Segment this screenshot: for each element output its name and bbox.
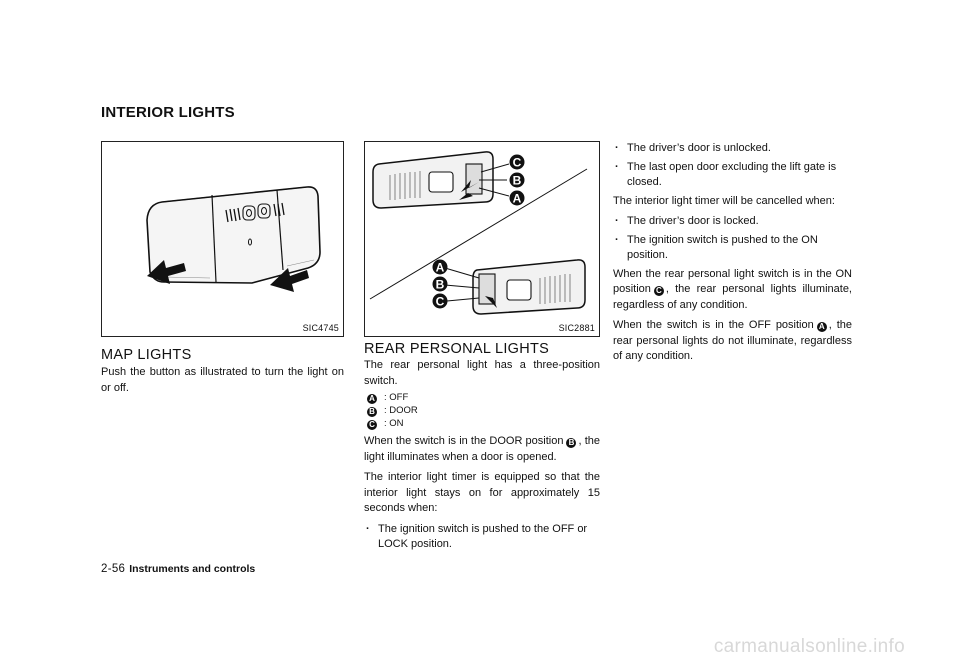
label-b-top: B bbox=[512, 173, 522, 188]
on-text-pre: When the rear personal light switch is in the ON position bbox=[613, 267, 852, 295]
map-lights-figure bbox=[101, 141, 344, 337]
symbol-a: A bbox=[817, 322, 827, 332]
map-lights-illustration bbox=[102, 142, 343, 322]
door-text-pre: When the switch is in the DOOR position bbox=[364, 435, 564, 447]
figure-code: SIC2881 bbox=[558, 323, 595, 333]
symbol-a: A bbox=[367, 394, 377, 404]
off-text-post: , the rear personal lights do not illuminate, regardless of any condition. bbox=[613, 319, 853, 362]
watermark: carmanualsonline.info bbox=[713, 636, 905, 657]
symbol-c: C bbox=[367, 420, 377, 430]
legend-text: : DOOR bbox=[384, 404, 418, 416]
switch-legend bbox=[364, 391, 600, 430]
bullet-item: . The ignition switch is pushed to the OFF or LOCK position. bbox=[364, 522, 600, 553]
rear-lights-heading: REAR PERSONAL LIGHTS bbox=[364, 341, 550, 357]
on-text-post: , the rear personal lights illuminate, regardless of any condition. bbox=[613, 283, 852, 311]
rear-lights-text bbox=[364, 358, 600, 556]
rear-lights-intro: The rear personal light has a three-position switch. bbox=[364, 359, 600, 387]
label-c-bottom: C bbox=[435, 294, 445, 309]
page-footer bbox=[101, 563, 255, 575]
symbol-b: B bbox=[367, 407, 377, 417]
page-number: 2-56 bbox=[101, 563, 126, 575]
chapter-title: Instruments and controls bbox=[129, 563, 256, 575]
bullet-item: . The driver’s door is unlocked. bbox=[613, 141, 852, 157]
column-3-text bbox=[613, 141, 852, 370]
bullet-item: . The last open door excluding the lift gate is closed. bbox=[613, 160, 852, 191]
symbol-b: B bbox=[566, 438, 576, 448]
bullet-item: . The driver’s door is locked. bbox=[613, 214, 852, 230]
figure-code: SIC4745 bbox=[302, 323, 339, 333]
section-title: INTERIOR LIGHTS bbox=[101, 104, 235, 121]
map-lights-paragraph: Push the button as illustrated to turn the light on or off. bbox=[101, 366, 344, 394]
cancel-intro: The interior light timer will be cancelled when: bbox=[613, 194, 835, 207]
off-text-pre: When the switch is in the OFF position bbox=[613, 319, 814, 331]
legend-text: : ON bbox=[384, 417, 404, 429]
symbol-c: C bbox=[654, 286, 664, 296]
door-text-post: , the light illuminates when a door is opened. bbox=[364, 435, 600, 463]
off-position-paragraph bbox=[613, 318, 852, 365]
bullet-item: . The ignition switch is pushed to the ON position. bbox=[613, 233, 852, 264]
map-lights-text bbox=[101, 365, 344, 401]
label-a-bottom: A bbox=[435, 260, 445, 275]
on-position-paragraph bbox=[613, 267, 852, 314]
label-b-bottom: B bbox=[435, 277, 445, 292]
label-c-top: C bbox=[512, 155, 522, 170]
map-lights-heading: MAP LIGHTS bbox=[101, 347, 192, 363]
legend-text: : OFF bbox=[384, 391, 409, 403]
legend-row bbox=[364, 417, 600, 430]
door-position-paragraph bbox=[364, 434, 600, 465]
rear-lights-illustration bbox=[365, 142, 599, 322]
label-a-top: A bbox=[512, 191, 522, 206]
rear-lights-figure bbox=[364, 141, 600, 337]
timer-intro: The interior light timer is equipped so that the interior light stays on for approximately 15 seconds when: bbox=[364, 471, 600, 514]
